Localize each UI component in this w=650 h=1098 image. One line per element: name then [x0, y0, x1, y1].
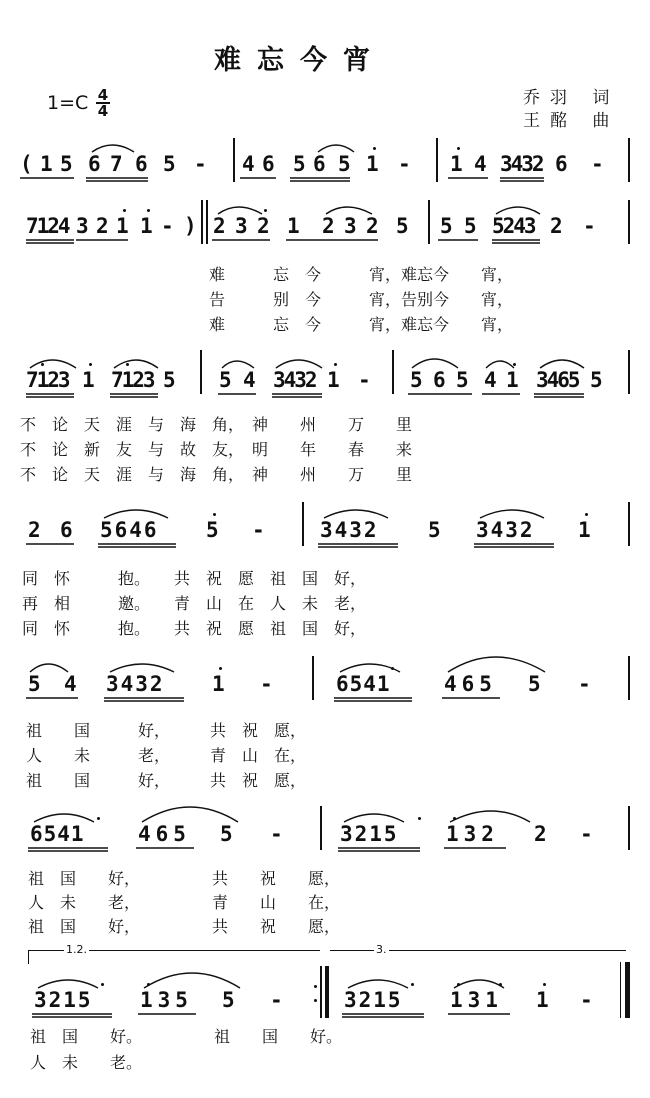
note-group: 7123: [111, 368, 154, 392]
note: 5: [219, 368, 232, 392]
note: 2: [366, 214, 379, 238]
note: 3: [235, 214, 248, 238]
lyric-verse-3: 祖 国 好， 共 祝 愿，: [26, 771, 307, 790]
dash: -: [582, 988, 591, 1012]
note: 2: [534, 822, 547, 846]
note: 1: [40, 152, 53, 176]
note-group: 5243: [492, 214, 535, 238]
time-top: 4: [97, 86, 109, 104]
note: 1: [116, 214, 129, 238]
note: 5: [60, 152, 73, 176]
note: 5: [163, 152, 176, 176]
octave-dot: [334, 363, 337, 366]
note-group: 132: [446, 822, 499, 846]
note: 4: [484, 368, 497, 392]
note-group: 3215: [34, 988, 93, 1012]
note: 5: [440, 214, 453, 238]
octave-dot: [264, 209, 267, 212]
note-group: 135: [140, 988, 193, 1012]
note: 6: [135, 152, 148, 176]
note-group: 6541: [30, 822, 85, 846]
note-group: 3432: [476, 518, 535, 542]
note: 2: [257, 214, 270, 238]
note: 4: [474, 152, 487, 176]
dash: -: [196, 152, 205, 176]
lyric-verse-3: 同 怀 抱。 共 祝 愿 祖 国 好，: [22, 619, 367, 638]
note-group: 3215: [344, 988, 403, 1012]
note: 5: [163, 368, 176, 392]
octave-dot: [219, 667, 222, 670]
lyric-verse-2: 人 未 老， 青 山 在，: [26, 746, 307, 765]
lyric-verse-3: 祖 国 好， 共 祝 愿，: [28, 917, 341, 936]
note-group: 3215: [340, 822, 399, 846]
time-bottom: 4: [97, 102, 109, 120]
octave-dot: [123, 209, 126, 212]
octave-dot: [585, 513, 588, 516]
lyric-verse-1: 难 忘 今 宵，难忘今 宵，: [209, 265, 514, 284]
note: 5: [222, 988, 235, 1012]
note: 2: [28, 518, 41, 542]
note: 5: [590, 368, 603, 392]
octave-dot: [147, 209, 150, 212]
lyric-verse-1: 祖 国 好， 共 祝 愿，: [26, 721, 307, 740]
note: 3: [76, 214, 89, 238]
note: 5: [338, 152, 351, 176]
note: 5: [428, 518, 441, 542]
dash: -: [582, 822, 591, 846]
octave-dot: [513, 363, 516, 366]
note: 5: [456, 368, 469, 392]
dash: -: [254, 518, 263, 542]
note: 1: [536, 988, 549, 1012]
composer-credit: 王酩 曲: [523, 111, 620, 131]
note: 5: [220, 822, 233, 846]
note: 5: [28, 672, 41, 696]
lyric-verse-1: 祖 国 好。 祖 国 好。: [30, 1027, 343, 1046]
dash: -: [272, 822, 281, 846]
note: 4: [64, 672, 77, 696]
octave-dot: [97, 817, 100, 820]
octave-dot: [373, 147, 376, 150]
note-group: 465: [444, 672, 497, 696]
note: 1: [82, 368, 95, 392]
note: ): [184, 214, 197, 238]
note: 5: [293, 152, 306, 176]
note-group: 7124: [26, 214, 69, 238]
note: 6: [262, 152, 275, 176]
dash: -: [400, 152, 409, 176]
note: 6: [313, 152, 326, 176]
note-group: 3432: [273, 368, 316, 392]
note: 5: [528, 672, 541, 696]
lyric-verse-3: 难 忘 今 宵，难忘今 宵，: [209, 315, 514, 334]
note: 1: [287, 214, 300, 238]
note: 1: [450, 152, 463, 176]
note: 2: [96, 214, 109, 238]
volta-label-third: 3.: [376, 943, 387, 956]
lyric-verse-2: 人 未 老， 青 山 在，: [28, 893, 341, 912]
note: 6: [88, 152, 101, 176]
octave-dot: [101, 983, 104, 986]
note: 5: [464, 214, 477, 238]
octave-dot: [213, 513, 216, 516]
lyric-verse-2: 人 未 老。: [30, 1053, 143, 1072]
note: 5: [410, 368, 423, 392]
note-group: 6541: [336, 672, 391, 696]
dash: -: [262, 672, 271, 696]
note: 3: [344, 214, 357, 238]
lyricist-credit: 乔羽 词: [523, 88, 620, 108]
octave-dot: [147, 983, 150, 986]
note: 5: [396, 214, 409, 238]
octave-dot: [543, 983, 546, 986]
note: 1: [366, 152, 379, 176]
note-group: 3432: [106, 672, 165, 696]
note: 1: [578, 518, 591, 542]
note: 4: [243, 368, 256, 392]
key-label: 1=C: [47, 92, 89, 114]
octave-dot: [457, 983, 460, 986]
lyric-verse-2: 再 相 邀。 青 山 在 人 未 老，: [22, 594, 367, 613]
octave-dot: [89, 363, 92, 366]
note-group: 3432: [320, 518, 379, 542]
octave-dot: [453, 817, 456, 820]
note: 1: [327, 368, 340, 392]
octave-dot: [391, 667, 394, 670]
lyric-verse-1: 不 论 天 涯 与 海 角， 神 州 万 里: [20, 415, 413, 434]
dash: -: [163, 214, 172, 238]
song-title: 难忘今宵: [214, 45, 386, 76]
note: 6: [433, 368, 446, 392]
dash: -: [585, 214, 594, 238]
octave-dot: [418, 817, 421, 820]
dash: -: [593, 152, 602, 176]
lyric-verse-2: 不 论 新 友 与 故 友， 明 年 春 来: [20, 440, 413, 459]
dash: -: [580, 672, 589, 696]
note: 2: [550, 214, 563, 238]
note: 4: [242, 152, 255, 176]
note-group: 7123: [26, 368, 69, 392]
note: 2: [322, 214, 335, 238]
note: 6: [555, 152, 568, 176]
note: 1: [506, 368, 519, 392]
note: 2: [213, 214, 226, 238]
dash: -: [272, 988, 281, 1012]
lyric-verse-1: 同 怀 抱。 共 祝 愿 祖 国 好，: [22, 569, 367, 588]
note-group: 3432: [500, 152, 543, 176]
octave-dot: [457, 147, 460, 150]
dash: -: [360, 368, 369, 392]
note: 1: [140, 214, 153, 238]
note-group: 3465: [536, 368, 579, 392]
note: 7: [110, 152, 123, 176]
octave-dot: [499, 983, 502, 986]
lyric-verse-1: 祖 国 好， 共 祝 愿，: [28, 869, 341, 888]
lyric-verse-2: 告 别 今 宵，告别今 宵，: [209, 290, 514, 309]
note: (: [20, 152, 33, 176]
note-group: 131: [450, 988, 503, 1012]
octave-dot: [41, 363, 44, 366]
note: 6: [60, 518, 73, 542]
note: 1: [212, 672, 225, 696]
octave-dot: [411, 983, 414, 986]
note-group: 465: [138, 822, 191, 846]
note: 5: [206, 518, 219, 542]
lyric-verse-3: 不 论 天 涯 与 海 角， 神 州 万 里: [20, 465, 413, 484]
note-group: 5646: [100, 518, 159, 542]
volta-label-first: 1.2.: [66, 943, 87, 956]
octave-dot: [126, 363, 129, 366]
